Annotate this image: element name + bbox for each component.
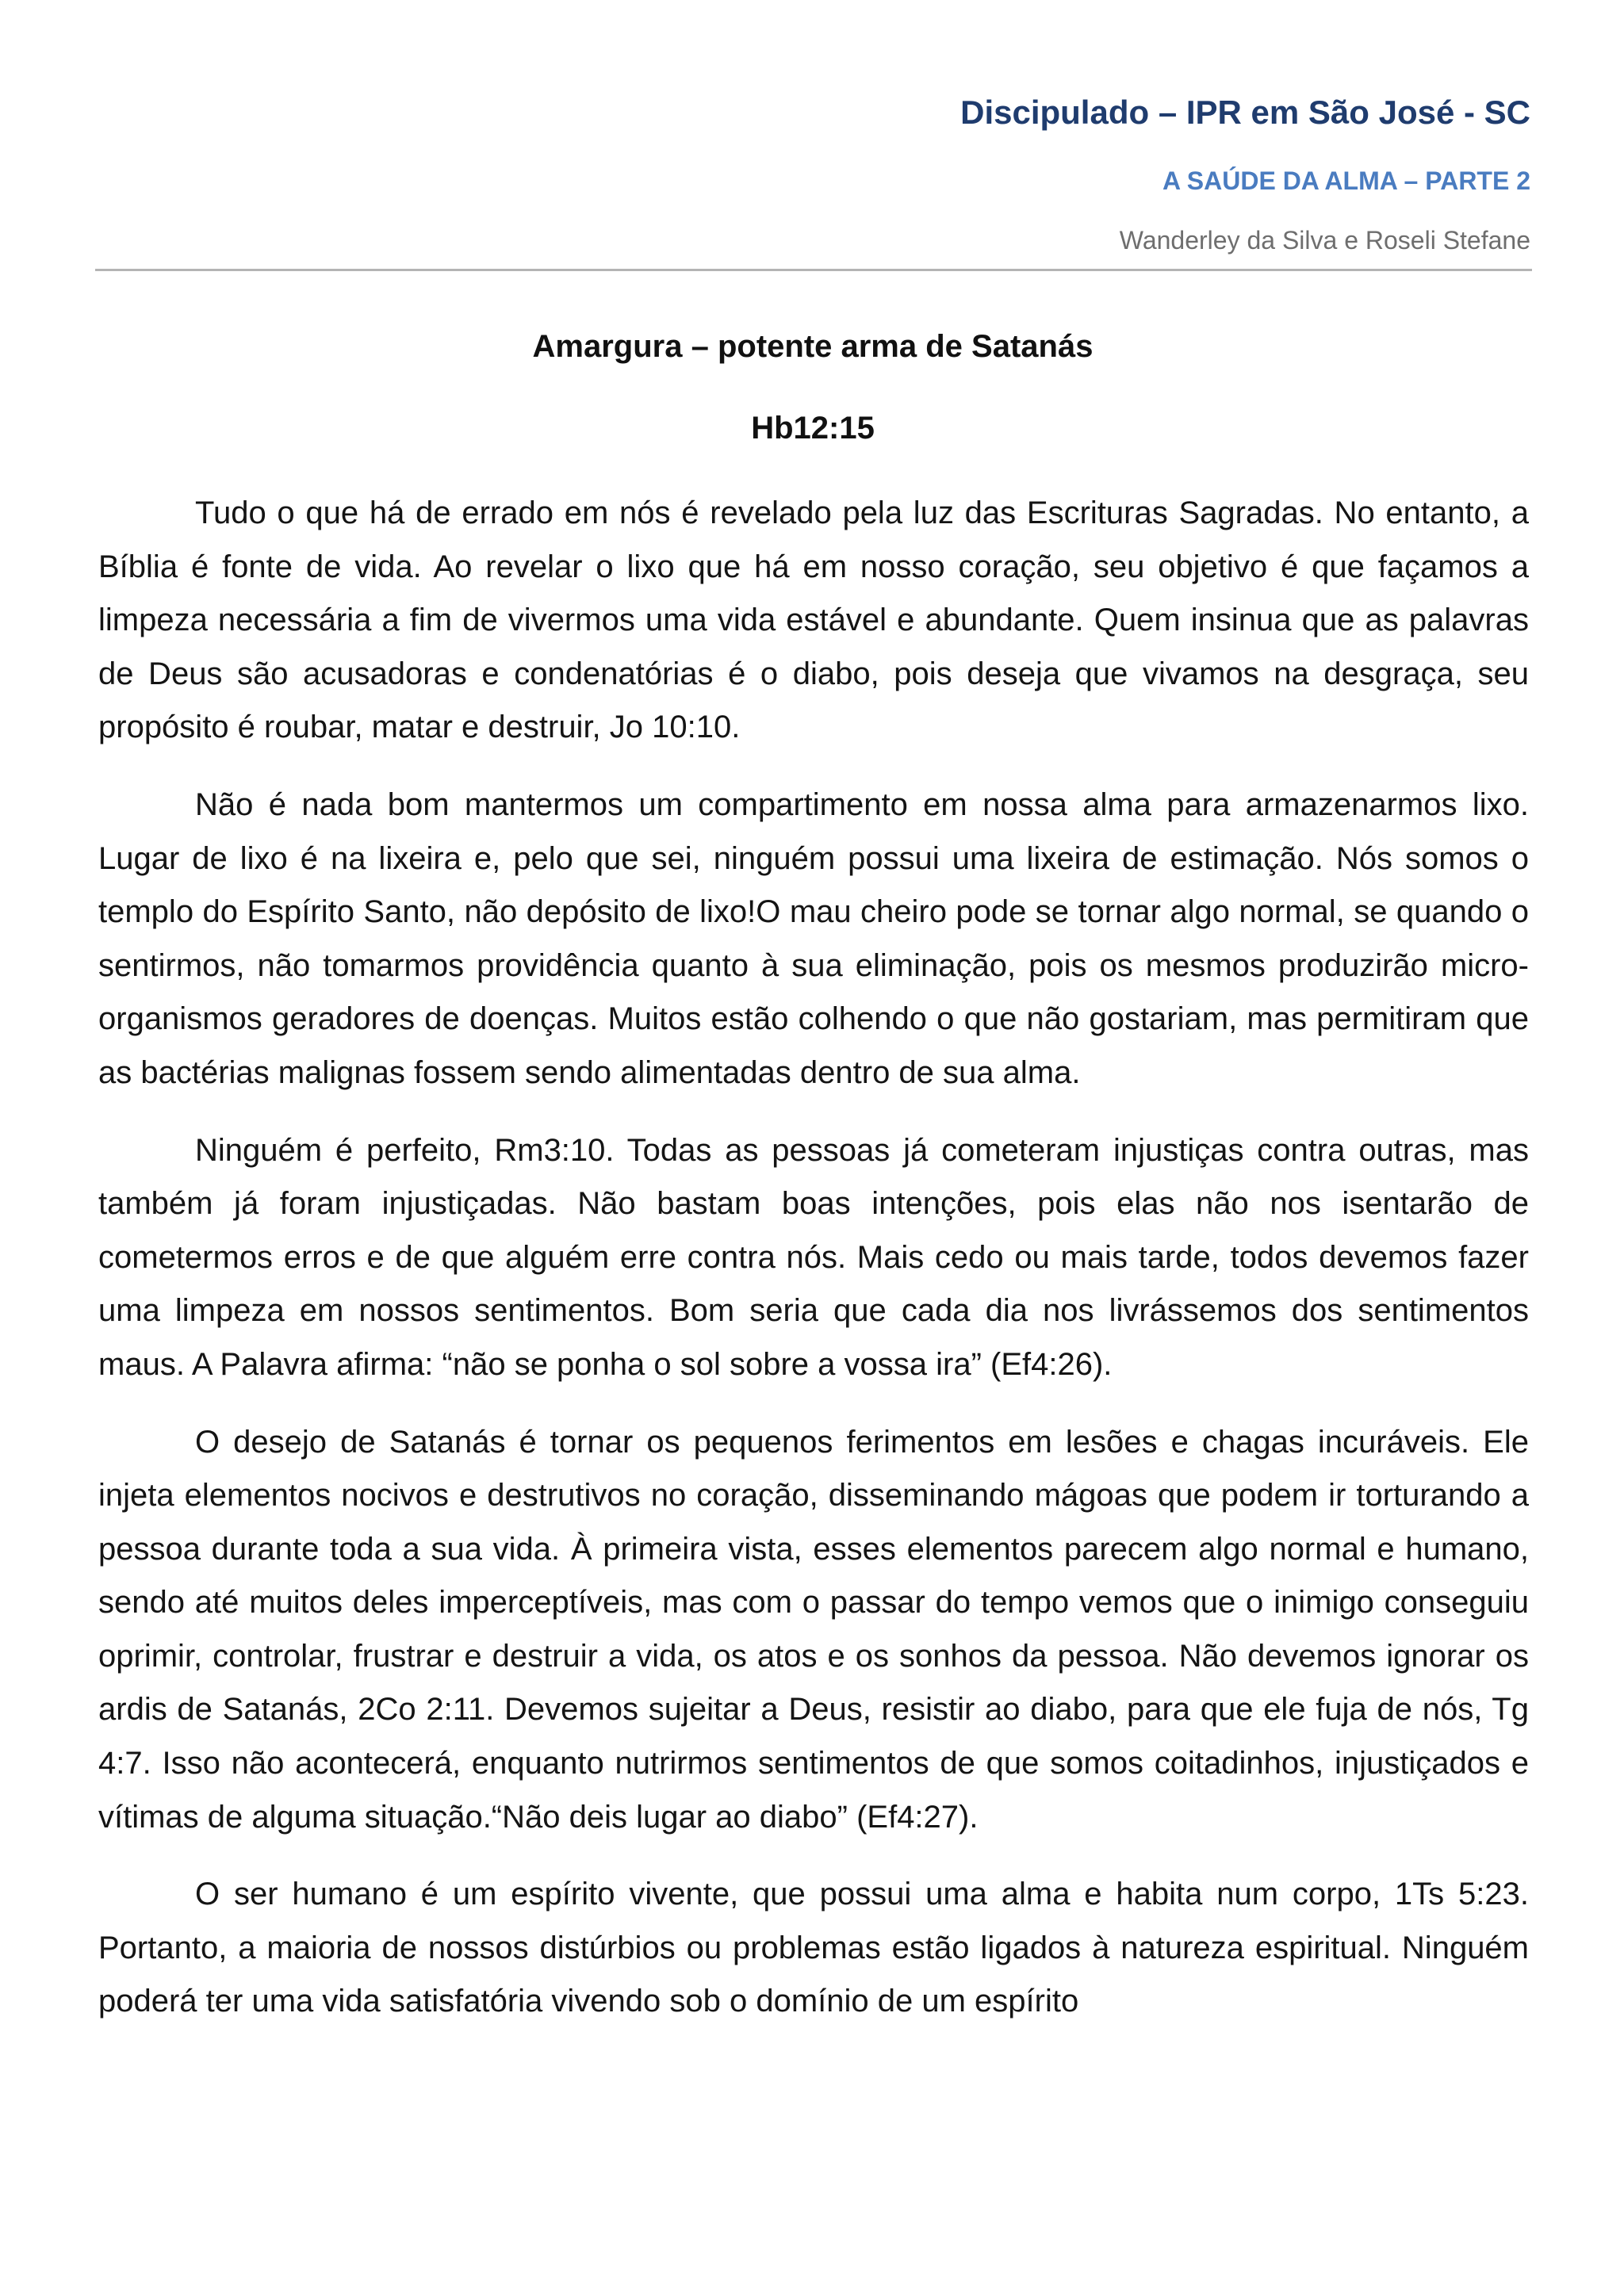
document-title: Amargura – potente arma de Satanás [532,329,1094,364]
header-authors: Wanderley da Silva e Roseli Stefane [1119,226,1530,254]
header-subtitle: A SAÚDE DA ALMA – PARTE 2 [1162,166,1530,195]
paragraph-1: Tudo o que há de errado em nós é revelado pela luz das Escrituras Sagradas. No entanto, a Bíblia é fonte de vida. Ao revelar o lixo que há em nosso coração, seu objetivo é que façamos a limpeza necessária a fim de vivermos uma vida estável e abundante. Quem insinua que as palavras de Deus são acusadoras e condenatórias é o diabo, pois deseja que vivamos na desgraça, seu propósito é roubar, matar e destruir, Jo 10:10. [98,496,1529,745]
paragraph-2: Não é nada bom mantermos um compartimento em nossa alma para armazenarmos lixo. Lugar de lixo é na lixeira e, pelo que sei, ninguém possui uma lixeira de estimação. Nós somos o templo do Espírito Santo, não depósito de lixo!O mau cheiro pode se tornar algo normal, se quando o sentirmos, não tomarmos providência quanto à sua eliminação, pois os mesmos produzirão micro-organismos geradores de doenças. Muitos estão colhendo o que não gostariam, mas permitiram que as bactérias malignas fossem sendo alimentadas dentro de sua alma. [98,786,1529,1090]
scripture-reference: Hb12:15 [751,411,875,446]
document-body [98,487,1529,2053]
paragraph-3: Ninguém é perfeito, Rm3:10. Todas as pessoas já cometeram injustiças contra outras, mas também já foram injustiçadas. Não bastam boas intenções, pois elas não nos isentarão de cometermos erros e de que alguém erre contra nós. Mais cedo ou mais tarde, todos devemos fazer uma limpeza em nossos sentimentos. Bom seria que cada dia nos livrássemos dos sentimentos maus. A Palavra afirma: “não se ponha o sol sobre a vossa ira” (Ef4:26). [98,1132,1529,1382]
paragraph-4: O desejo de Satanás é tornar os pequenos ferimentos em lesões e chagas incuráveis. Ele injeta elementos nocivos e destrutivos no coração, disseminando mágoas que podem ir torturando a pessoa durante toda a sua vida. À primeira vista, esses elementos parecem algo normal e humano, sendo até muitos deles imperceptíveis, mas com o passar do tempo vemos que o inimigo conseguiu oprimir, controlar, frustrar e destruir a vida, os atos e os sonhos da pessoa. Não devemos ignorar os ardis de Satanás, 2Co 2:11. Devemos sujeitar a Deus, resistir ao diabo, para que ele fuja de nós, Tg 4:7. Isso não acontecerá, enquanto nutrirmos sentimentos de que somos coitadinhos, injustiçados e vítimas de alguma situação.“Não deis lugar ao diabo” (Ef4:27). [98,1424,1529,1835]
paragraph-5: O ser humano é um espírito vivente, que possui uma alma e habita num corpo, 1Ts 5:23. Portanto, a maioria de nossos distúrbios ou problemas estão ligados à natureza espiritual. Ninguém poderá ter uma vida satisfatória vivendo sob o domínio de um espírito [98,1877,1529,2019]
header-title: Discipulado – IPR em São José - SC [960,94,1530,131]
header-divider [95,269,1532,271]
